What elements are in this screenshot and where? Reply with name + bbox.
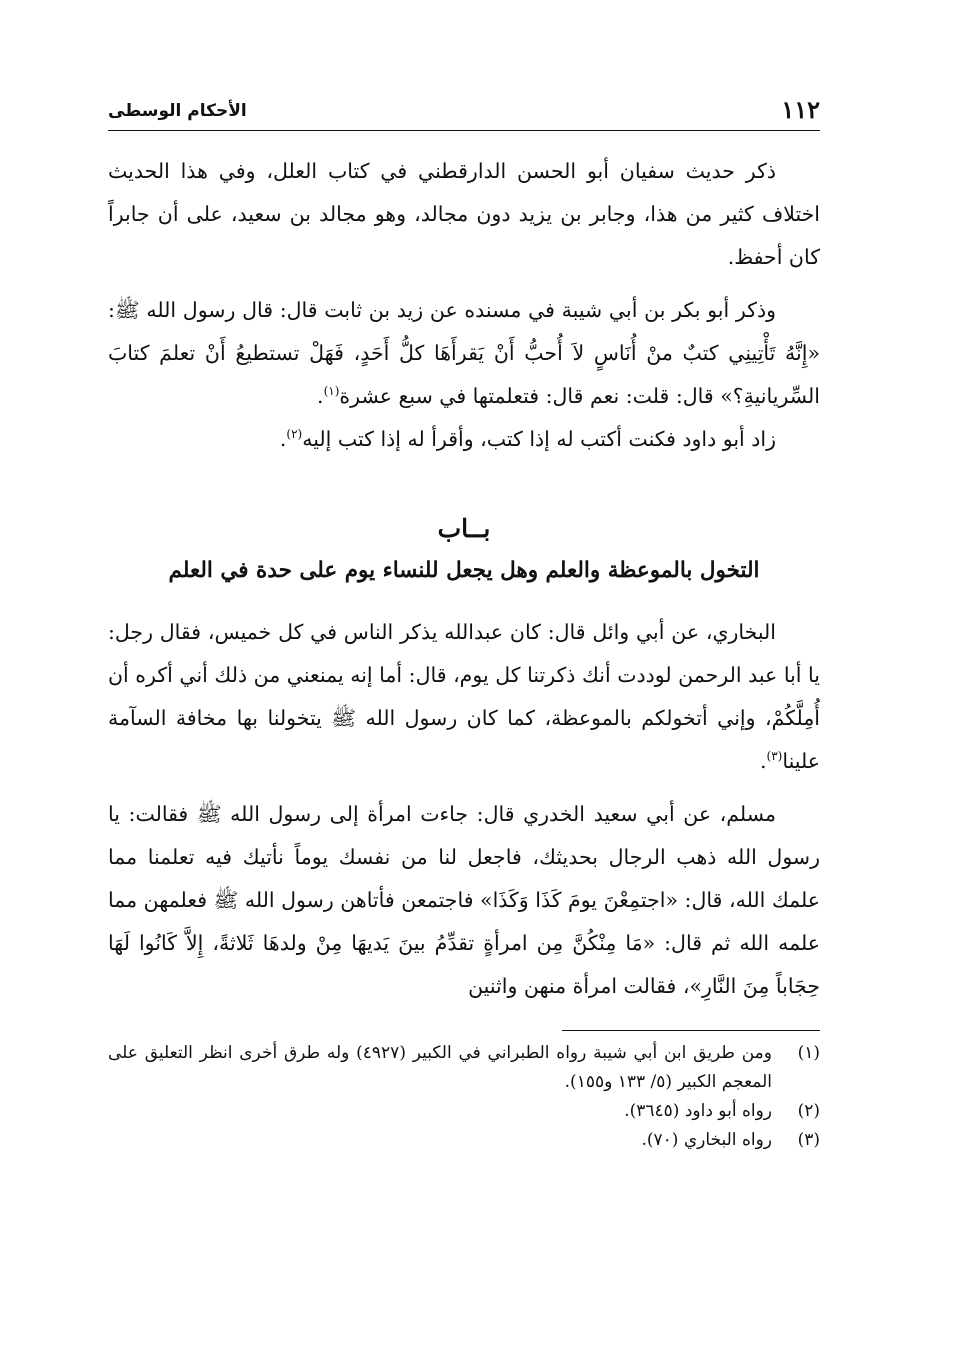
footnote-1 [108, 1039, 820, 1097]
section-title: التخول بالموعظة والعلم وهل يجعل للنساء يوم على حدة في العلم [168, 558, 760, 583]
footnote-ref-3: (٣) [766, 749, 783, 764]
footnote-3 [108, 1126, 820, 1155]
footnote-3-text: رواه البخاري (٧٠). [641, 1130, 772, 1150]
footnotes [108, 1039, 820, 1155]
header-divider [108, 130, 820, 131]
footnote-ref-2: (٢) [286, 427, 303, 442]
book-title: الأحكام الوسطى [108, 101, 247, 121]
paragraph-1 [108, 150, 820, 279]
paragraph-3 [108, 418, 820, 461]
footnote-1-number: (١) [797, 1043, 820, 1063]
paragraph-4 [108, 611, 820, 783]
footnote-3-number: (٣) [797, 1130, 820, 1150]
paragraph-1-text: ذكر حديث سفيان أبو الحسن الدارقطني في كتاب العلل، وفي هذا الحديث اختلاف كثير من هذا، وجابر بن يزيد دون مجالد، وهو مجالد بن سعيد، على أن جابراً كان أحفظ. [108, 159, 820, 269]
footnote-2 [108, 1097, 820, 1126]
footnote-1-text: ومن طريق ابن أبي شيبة رواه الطبراني في الكبير (٤٩٢٧) وله طرق أخرى انظر التعليق على المعجم الكبير (٥/ ١٣٣ و١٥٥). [108, 1043, 772, 1092]
running-header [108, 92, 820, 132]
paragraph-5 [108, 793, 820, 1008]
section-label: بــاب [437, 514, 491, 543]
paragraph-3-end: . [279, 427, 287, 451]
page-number: ١١٢ [781, 95, 820, 124]
footnotes-divider [562, 1030, 820, 1031]
paragraph-4-text: البخاري، عن أبي وائل قال: كان عبدالله يذكر الناس في كل خميس، فقال رجل: يا أبا عبد الرحمن لوددت أنك ذكرتنا كل يوم، قال: أما إنه يمنعني من ذلك أني أكره أن أُمِلَّكُمْ، وإني أتخولكم بالموعظة، كما كان رسول الله ﷺ يتخولنا بها مخافة السآمة علينا [108, 620, 820, 773]
paragraph-2 [108, 289, 820, 418]
paragraph-3-text: زاد أبو داود فكنت أكتب له إذا كتب، وأقرأ له إذا كتب إليه [302, 427, 776, 451]
paragraph-5-text: مسلم، عن أبي سعيد الخدري قال: جاءت امرأة إلى رسول الله ﷺ فقالت: يا رسول الله ذهب الرجال بحديثك، فاجعل لنا من نفسك يوماً نأتيك فيه تعلمنا مما علمك الله، قال: «اجتمِعْنَ يومَ كَذَا وَكَذَا» فاجتمعن فأتاهن رسول الله ﷺ فعلمهن مما علمه الله ثم قال: «مَا مِنْكُنَّ مِن امرأةٍ تقدِّمُ بينَ يَديهَا مِنْ ولدهَا ثَلاثةً، إِلاَّ كَانُوا لَهَا حِجَاباً مِنَ النَّارِ»، فقالت امرأة منهن واثنين [108, 802, 820, 998]
paragraph-2-text: وذكر أبو بكر بن أبي شيبة في مسنده عن زيد بن ثابت قال: قال رسول الله ﷺ: «إِنَّهُ تَأْتِينِي كتبٌ منْ أُنَاسٍ لاَ أُحبُّ أَنْ يَقرأَهَا كلُّ أَحَدٍ، فَهَلْ تستطيعُ أَنْ تعلمَ كتابَ السِّريانيةِ؟» قال: قلت: نعم قال: فتعلمتها في سبع عشرة [108, 298, 820, 408]
page [108, 92, 820, 1155]
paragraph-2-end: . [317, 384, 324, 408]
footnote-2-number: (٢) [797, 1101, 820, 1121]
footnote-2-text: رواه أبو داود (٣٦٤٥). [624, 1101, 772, 1121]
paragraph-4-end: . [760, 749, 767, 773]
footnote-ref-1: (١) [323, 384, 340, 399]
